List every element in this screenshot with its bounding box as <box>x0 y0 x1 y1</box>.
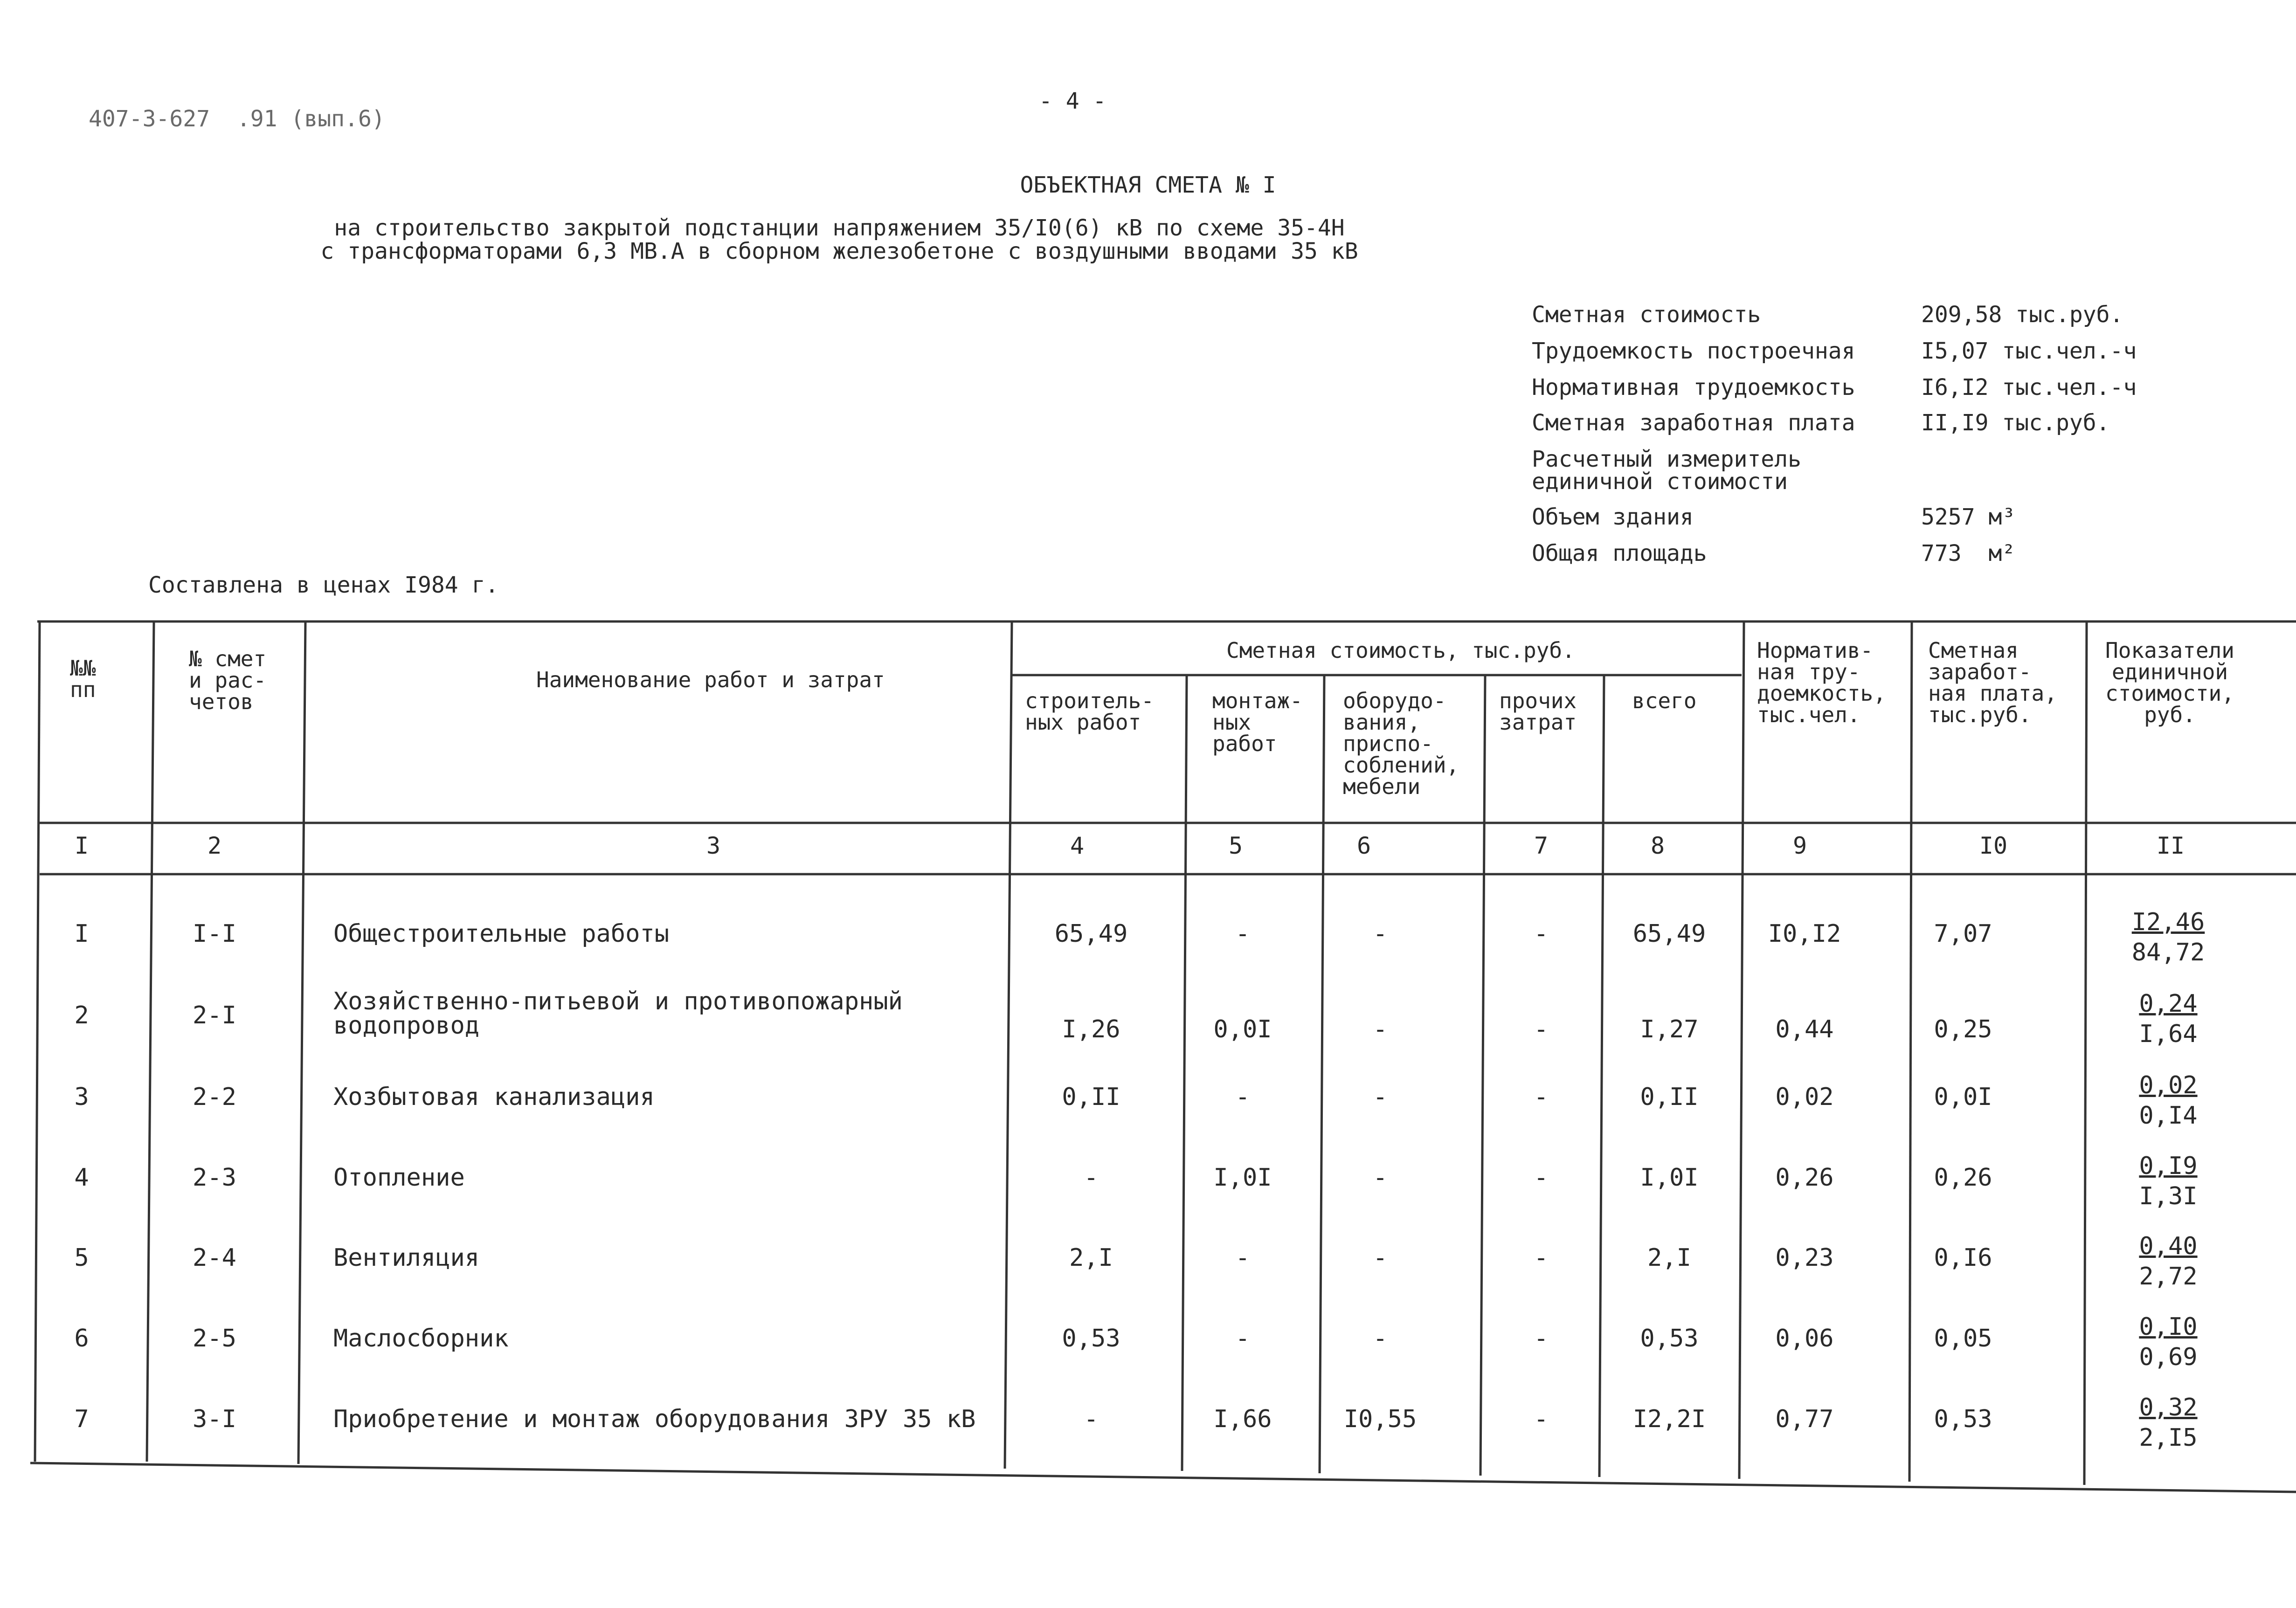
cell-labor: 0,77 <box>1775 1405 1834 1433</box>
summary-label: единичной стоимости <box>1532 469 1788 495</box>
cell-n: I <box>74 920 89 948</box>
document-code: 407-3-627 .91 (вып.6) <box>89 106 385 132</box>
summary-value: 5257 м³ <box>1921 504 2016 530</box>
cell-other: - <box>1534 1083 1549 1111</box>
cell-code: 2-2 <box>193 1083 236 1111</box>
cell-mount: 0,0I <box>1213 1015 1272 1043</box>
cell-indicator-bottom: 2,I5 <box>2139 1424 2198 1452</box>
cell-total: I,27 <box>1640 1015 1699 1043</box>
cell-indicator-bottom: 0,I4 <box>2139 1102 2198 1130</box>
cell-equip: - <box>1373 1015 1388 1043</box>
cell-mount: I,0I <box>1213 1164 1272 1192</box>
subtitle-line-2: с трансформаторами 6,3 МВ.А в сборном железобетоне с воздушными вводами 35 кВ <box>320 238 1358 264</box>
cell-n: 4 <box>74 1164 89 1192</box>
summary-value: II,I9 тыс.руб. <box>1921 410 2110 436</box>
header-equipment: оборудо- вания, приспо- соблений, мебели <box>1343 688 1459 799</box>
summary-label: Нормативная трудоемкость <box>1532 374 1855 400</box>
cell-total: I2,2I <box>1632 1405 1706 1433</box>
document-title: ОБЪЕКТНАЯ СМЕТА № I <box>1020 172 1276 198</box>
header-construction: строитель- ных работ <box>1025 688 1154 735</box>
cell-name: Хозяйственно-питьевой и противопожарный <box>333 987 903 1015</box>
cell-other: - <box>1534 1015 1549 1043</box>
summary-value: I6,I2 тыс.чел.-ч <box>1921 374 2137 400</box>
header-unit-indicators: Показатели единичной стоимости, руб. <box>2105 638 2234 727</box>
cell-total: I,0I <box>1640 1164 1699 1192</box>
cell-name-continuation: водопровод <box>333 1012 480 1040</box>
cell-name: Вентиляция <box>333 1244 480 1272</box>
cell-wage: 0,05 <box>1934 1325 1992 1353</box>
prices-note: Составлена в ценах I984 г. <box>148 572 499 598</box>
header-row-number: №№ пп <box>70 656 96 702</box>
cell-labor: 0,02 <box>1775 1083 1834 1111</box>
cell-wage: 0,25 <box>1934 1015 1992 1043</box>
column-number: I <box>74 832 89 859</box>
cell-indicator-top: 0,24 <box>2139 990 2198 1018</box>
cell-code: 2-5 <box>193 1325 236 1353</box>
column-number: 4 <box>1070 832 1085 859</box>
cell-other: - <box>1534 1405 1549 1433</box>
column-number: 3 <box>706 832 721 859</box>
cell-equip: - <box>1373 1244 1388 1272</box>
cell-indicator-top: 0,I0 <box>2139 1313 2198 1341</box>
cell-equip: I0,55 <box>1343 1405 1417 1433</box>
cell-mount: - <box>1235 1325 1250 1353</box>
cell-indicator-bottom: 2,72 <box>2139 1263 2198 1291</box>
column-number: 7 <box>1534 832 1549 859</box>
cell-mount: - <box>1235 1083 1250 1111</box>
cell-n: 3 <box>74 1083 89 1111</box>
cell-indicator-top: 0,I9 <box>2139 1152 2198 1180</box>
cell-code: 2-3 <box>193 1164 236 1192</box>
page-number: - 4 - <box>1039 88 1107 114</box>
header-work-name: Наименование работ и затрат <box>536 667 885 692</box>
cell-labor: I0,I2 <box>1768 920 1841 948</box>
cell-other: - <box>1534 1244 1549 1272</box>
cell-labor: 0,26 <box>1775 1164 1834 1192</box>
cell-labor: 0,06 <box>1775 1325 1834 1353</box>
cell-name: Отопление <box>333 1164 465 1192</box>
header-total: всего <box>1632 688 1697 713</box>
summary-label: Объем здания <box>1532 504 1694 530</box>
cell-indicator-top: I2,46 <box>2131 908 2205 936</box>
cell-wage: 0,0I <box>1934 1083 1992 1111</box>
cell-indicator-bottom: I,3I <box>2139 1182 2198 1210</box>
summary-label: Сметная заработная плата <box>1532 410 1855 436</box>
header-wage: Сметная заработ- ная плата, тыс.руб. <box>1928 638 2057 727</box>
cell-other: - <box>1534 1325 1549 1353</box>
cell-total: 0,II <box>1640 1083 1699 1111</box>
summary-value: I5,07 тыс.чел.-ч <box>1921 338 2137 364</box>
cell-code: 2-I <box>193 1001 236 1029</box>
column-number: 6 <box>1356 832 1371 859</box>
summary-label: Трудоемкость построечная <box>1532 338 1855 364</box>
cell-total: 0,53 <box>1640 1325 1699 1353</box>
cell-mount: I,66 <box>1213 1405 1272 1433</box>
cell-indicator-bottom: 84,72 <box>2131 939 2205 966</box>
cell-wage: 0,I6 <box>1934 1244 1992 1272</box>
cell-mount: - <box>1235 920 1250 948</box>
cell-wage: 0,53 <box>1934 1405 1992 1433</box>
cell-build: - <box>1084 1405 1099 1433</box>
header-cost-group: Сметная стоимость, тыс.руб. <box>1226 638 1575 663</box>
summary-label: Расчетный измеритель <box>1532 446 1801 472</box>
summary-value: 773 м² <box>1921 540 2016 566</box>
summary-label: Общая площадь <box>1532 540 1707 566</box>
column-number: I0 <box>1979 832 2008 859</box>
cell-equip: - <box>1373 1083 1388 1111</box>
cell-equip: - <box>1373 1325 1388 1353</box>
summary-value: 209,58 тыс.руб. <box>1921 302 2123 328</box>
cell-code: 3-I <box>193 1405 236 1433</box>
cell-indicator-top: 0,02 <box>2139 1071 2198 1099</box>
cell-n: 5 <box>74 1244 89 1272</box>
header-estimate-number: № смет и рас- четов <box>189 646 267 714</box>
cell-n: 7 <box>74 1405 89 1433</box>
column-number: II <box>2156 832 2185 859</box>
cell-code: I-I <box>193 920 236 948</box>
cell-labor: 0,44 <box>1775 1015 1834 1043</box>
column-number: 5 <box>1228 832 1243 859</box>
cell-labor: 0,23 <box>1775 1244 1834 1272</box>
cell-name: Приобретение и монтаж оборудования ЗРУ 35 кВ <box>333 1405 976 1433</box>
cell-indicator-top: 0,40 <box>2139 1232 2198 1260</box>
column-number: 2 <box>207 832 222 859</box>
cell-n: 2 <box>74 1001 89 1029</box>
cell-build: 0,II <box>1062 1083 1120 1111</box>
cell-total: 2,I <box>1647 1244 1691 1272</box>
cell-indicator-bottom: I,64 <box>2139 1020 2198 1048</box>
cell-equip: - <box>1373 1164 1388 1192</box>
cell-n: 6 <box>74 1325 89 1353</box>
cell-other: - <box>1534 920 1549 948</box>
subtitle-line-1: на строительство закрытой подстанции напряжением 35/I0(6) кВ по схеме 35-4Н <box>334 215 1345 241</box>
cell-build: 2,I <box>1069 1244 1113 1272</box>
cell-build: I,26 <box>1062 1015 1120 1043</box>
cell-wage: 7,07 <box>1934 920 1992 948</box>
column-number: 8 <box>1650 832 1665 859</box>
header-mounting: монтаж- ных работ <box>1212 688 1303 756</box>
cell-total: 65,49 <box>1632 920 1706 948</box>
cell-other: - <box>1534 1164 1549 1192</box>
cell-name: Хозбытовая канализация <box>333 1083 655 1111</box>
cell-mount: - <box>1235 1244 1250 1272</box>
cell-wage: 0,26 <box>1934 1164 1992 1192</box>
header-labor: Норматив- ная тру- доемкость, тыс.чел. <box>1757 638 1886 727</box>
cell-indicator-bottom: 0,69 <box>2139 1343 2198 1371</box>
column-number: 9 <box>1792 832 1807 859</box>
cell-build: - <box>1084 1164 1099 1192</box>
cell-code: 2-4 <box>193 1244 236 1272</box>
cell-indicator-top: 0,32 <box>2139 1394 2198 1422</box>
cell-name: Маслосборник <box>333 1325 509 1353</box>
cell-build: 0,53 <box>1062 1325 1120 1353</box>
summary-label: Сметная стоимость <box>1532 302 1761 328</box>
header-other: прочих затрат <box>1499 688 1577 735</box>
cell-build: 65,49 <box>1054 920 1128 948</box>
cell-name: Общестроительные работы <box>333 920 670 948</box>
cell-equip: - <box>1373 920 1388 948</box>
